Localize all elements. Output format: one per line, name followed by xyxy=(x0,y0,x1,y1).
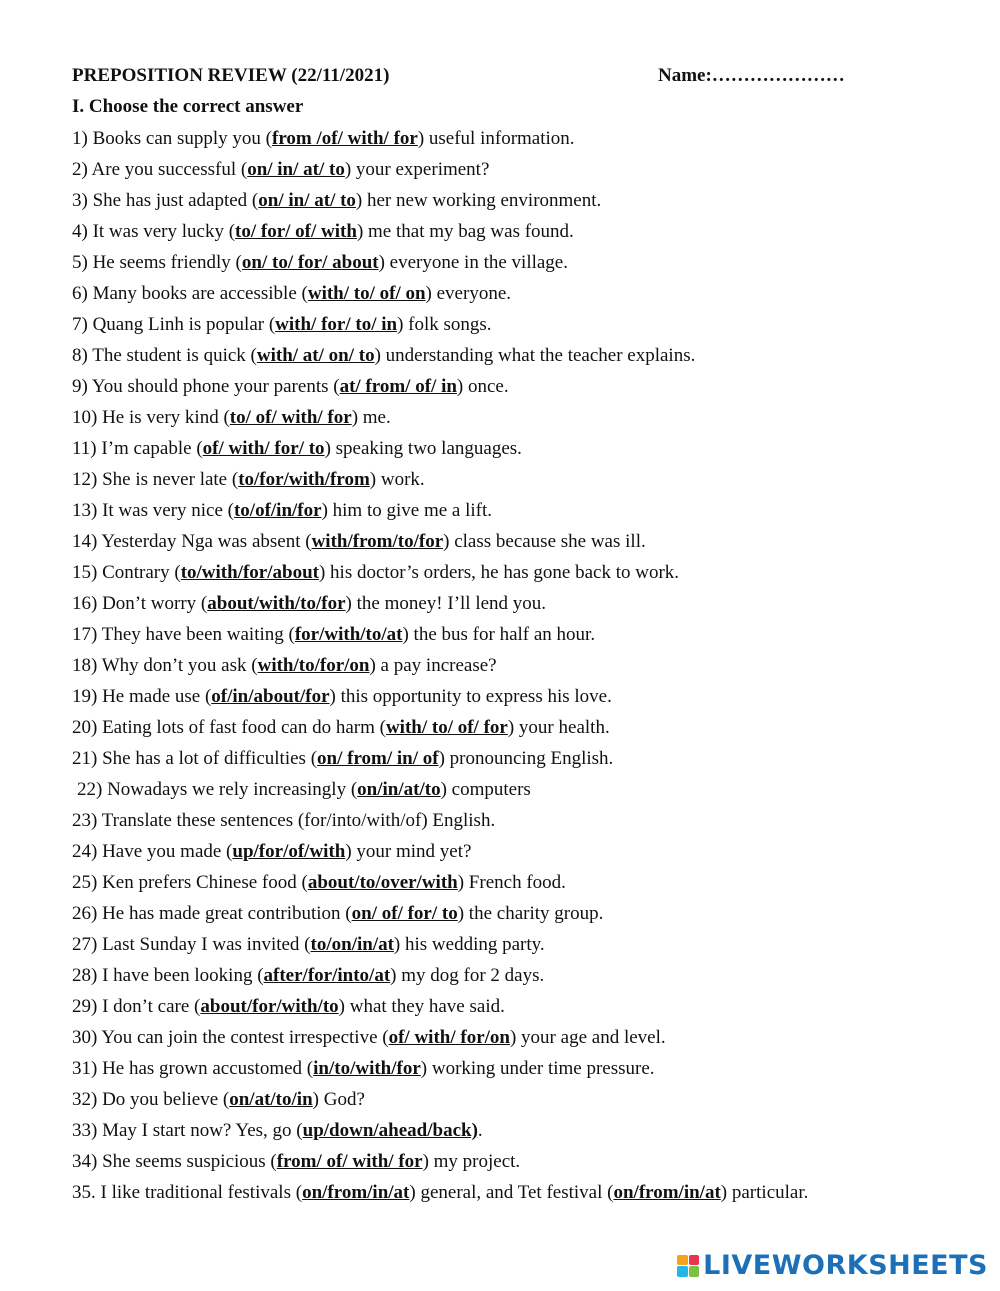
question-list xyxy=(72,126,972,1211)
answer-options[interactable]: on/ in/ at/ to xyxy=(258,190,356,211)
question-text: 6) Many books are accessible ( xyxy=(72,283,308,304)
question-item xyxy=(72,1149,972,1180)
logo-square xyxy=(689,1255,700,1266)
answer-options[interactable]: to/of/in/for xyxy=(233,500,322,521)
question-text: ) a pay increase? xyxy=(369,655,497,676)
question-text: 31) He has grown accustomed ( xyxy=(72,1058,314,1079)
question-item xyxy=(72,653,972,684)
answer-options[interactable]: with/ to/ of/ for xyxy=(385,717,508,738)
question-text: ) the charity group. xyxy=(457,903,604,924)
question-item xyxy=(72,808,972,839)
question-item xyxy=(72,591,972,622)
answer-options[interactable]: to/for/with/from xyxy=(238,469,370,490)
question-item xyxy=(72,1118,972,1149)
question-item xyxy=(72,157,972,188)
answer-options[interactable]: of/in/about/for xyxy=(211,686,330,707)
question-text: ) what they have said. xyxy=(338,996,505,1017)
question-item xyxy=(72,126,972,157)
answer-options[interactable]: at/ from/ of/ in xyxy=(339,376,457,397)
question-text: ) general, and Tet festival ( xyxy=(409,1182,614,1203)
question-text: ) the money! I’ll lend you. xyxy=(345,593,547,614)
question-text: 10) He is very kind ( xyxy=(72,407,230,428)
question-item xyxy=(72,1180,972,1211)
question-item xyxy=(72,188,972,219)
question-item xyxy=(72,994,972,1025)
answer-options[interactable]: about/to/over/with xyxy=(307,872,458,893)
question-text: ) her new working environment. xyxy=(355,190,602,211)
question-text: 29) I don’t care ( xyxy=(72,996,201,1017)
question-item xyxy=(72,870,972,901)
answer-options[interactable]: on/ from/ in/ of xyxy=(317,748,439,769)
question-item xyxy=(72,405,972,436)
question-item xyxy=(72,219,972,250)
question-text: 30) You can join the contest irrespective ( xyxy=(72,1027,389,1048)
answer-options[interactable]: up/for/of/with xyxy=(232,841,346,862)
answer-options[interactable]: on/from/in/at xyxy=(302,1182,410,1203)
question-text: 32) Do you believe ( xyxy=(72,1089,230,1110)
answer-options[interactable]: after/for/into/at xyxy=(263,965,391,986)
question-text: 23) Translate these sentences (for/into/with/of) English. xyxy=(72,810,496,831)
answer-options[interactable]: with/to/for/on xyxy=(257,655,370,676)
question-text: ) computers xyxy=(440,779,531,800)
answer-options[interactable]: from/ of/ with/ for xyxy=(276,1151,423,1172)
question-item xyxy=(72,343,972,374)
question-text: ) everyone in the village. xyxy=(378,252,568,273)
answer-options[interactable]: from /of/ with/ for xyxy=(272,128,418,149)
answer-options[interactable]: on/at/to/in xyxy=(229,1089,313,1110)
logo-square xyxy=(677,1255,688,1266)
answer-options[interactable]: on/ of/ for/ to xyxy=(351,903,458,924)
answer-options[interactable]: about/for/with/to xyxy=(200,996,339,1017)
question-text: ) once. xyxy=(456,376,509,397)
liveworksheets-logo-icon xyxy=(677,1255,699,1277)
answer-options[interactable]: in/to/with/for xyxy=(313,1058,421,1079)
question-text: ) this opportunity to express his love. xyxy=(329,686,612,707)
question-text: ) useful information. xyxy=(417,128,575,149)
question-text: 34) She seems suspicious ( xyxy=(72,1151,277,1172)
logo-square xyxy=(677,1266,688,1277)
question-text: ) work. xyxy=(369,469,425,490)
answer-options[interactable]: on/ in/ at/ to xyxy=(247,159,345,180)
question-text: ) me. xyxy=(351,407,391,428)
question-text: 16) Don’t worry ( xyxy=(72,593,208,614)
question-item xyxy=(72,312,972,343)
question-text: ) folk songs. xyxy=(397,314,492,335)
question-text: ) particular. xyxy=(720,1182,809,1203)
question-text: 7) Quang Linh is popular ( xyxy=(72,314,276,335)
question-text: ) my project. xyxy=(422,1151,521,1172)
question-item xyxy=(72,1087,972,1118)
answer-options[interactable]: with/ at/ on/ to xyxy=(256,345,375,366)
question-text: 27) Last Sunday I was invited ( xyxy=(72,934,311,955)
answer-options[interactable]: for/with/to/at xyxy=(294,624,403,645)
brand-name: LIVEWORKSHEETS xyxy=(703,1250,988,1281)
question-item xyxy=(72,1025,972,1056)
question-text: 20) Eating lots of fast food can do harm ( xyxy=(72,717,386,738)
question-text: ) my dog for 2 days. xyxy=(390,965,545,986)
question-item xyxy=(72,467,972,498)
answer-options[interactable]: on/in/at/to xyxy=(357,779,441,800)
question-text: ) your health. xyxy=(507,717,610,738)
question-text: 35. I like traditional festivals ( xyxy=(72,1182,303,1203)
question-text: ) me that my bag was found. xyxy=(356,221,574,242)
answer-options[interactable]: about/with/to/for xyxy=(207,593,346,614)
answer-options[interactable]: to/ for/ of/ with xyxy=(235,221,357,242)
question-text: 17) They have been waiting ( xyxy=(72,624,295,645)
question-text: 33) May I start now? Yes, go ( xyxy=(72,1120,303,1141)
question-text: ) everyone. xyxy=(425,283,512,304)
answer-options[interactable]: of/ with/ for/ to xyxy=(202,438,325,459)
question-text: ) your age and level. xyxy=(509,1027,666,1048)
question-item xyxy=(72,560,972,591)
question-text: 21) She has a lot of difficulties ( xyxy=(72,748,318,769)
name-field-label: Name:………………… xyxy=(658,65,845,86)
question-text: 2) Are you successful ( xyxy=(72,159,248,180)
question-text: 18) Why don’t you ask ( xyxy=(72,655,258,676)
answer-options[interactable]: of/ with/ for/on xyxy=(388,1027,510,1048)
question-item xyxy=(72,1056,972,1087)
question-item xyxy=(72,281,972,312)
question-text: 13) It was very nice ( xyxy=(72,500,234,521)
footer-brand xyxy=(677,1250,988,1281)
worksheet-header xyxy=(72,64,952,88)
answer-options[interactable]: on/ to/ for/ about xyxy=(241,252,379,273)
question-item xyxy=(72,529,972,560)
question-text: 24) Have you made ( xyxy=(72,841,233,862)
question-text: 15) Contrary ( xyxy=(72,562,181,583)
answer-options[interactable]: with/from/to/for xyxy=(311,531,444,552)
question-item xyxy=(72,746,972,777)
question-item xyxy=(72,374,972,405)
question-text: 22) Nowadays we rely increasingly ( xyxy=(77,779,358,800)
question-item xyxy=(72,250,972,281)
question-text: ) God? xyxy=(312,1089,365,1110)
section-heading: I. Choose the correct answer xyxy=(72,96,304,117)
answer-options[interactable]: up/down/ahead/back) xyxy=(302,1120,478,1141)
question-text: ) your experiment? xyxy=(344,159,490,180)
question-item xyxy=(72,839,972,870)
question-text: 12) She is never late ( xyxy=(72,469,239,490)
question-text: ) French food. xyxy=(457,872,566,893)
question-item xyxy=(72,436,972,467)
question-text: ) speaking two languages. xyxy=(324,438,522,459)
question-text: . xyxy=(477,1120,483,1141)
answer-options[interactable]: to/ of/ with/ for xyxy=(229,407,352,428)
question-item xyxy=(72,963,972,994)
question-text: 3) She has just adapted ( xyxy=(72,190,259,211)
question-text: ) your mind yet? xyxy=(345,841,472,862)
question-text: 19) He made use ( xyxy=(72,686,212,707)
question-text: 14) Yesterday Nga was absent ( xyxy=(72,531,312,552)
question-text: 8) The student is quick ( xyxy=(72,345,257,366)
question-text: 1) Books can supply you ( xyxy=(72,128,273,149)
answer-options[interactable]: to/on/in/at xyxy=(310,934,394,955)
question-item xyxy=(72,932,972,963)
question-text: ) pronouncing English. xyxy=(438,748,614,769)
question-text: 4) It was very lucky ( xyxy=(72,221,236,242)
question-item xyxy=(72,901,972,932)
question-text: ) class because she was ill. xyxy=(443,531,646,552)
question-item xyxy=(72,498,972,529)
question-item xyxy=(72,715,972,746)
question-item xyxy=(72,622,972,653)
question-text: ) the bus for half an hour. xyxy=(402,624,596,645)
question-text: 9) You should phone your parents ( xyxy=(72,376,340,397)
question-text: 11) I’m capable ( xyxy=(72,438,203,459)
answer-options[interactable]: to/with/for/about xyxy=(180,562,319,583)
answer-options[interactable]: with/ for/ to/ in xyxy=(275,314,398,335)
question-text: ) his doctor’s orders, he has gone back to work. xyxy=(318,562,680,583)
question-text: ) his wedding party. xyxy=(393,934,545,955)
answer-options[interactable]: on/from/in/at xyxy=(613,1182,721,1203)
question-text: ) working under time pressure. xyxy=(420,1058,655,1079)
question-text: 5) He seems friendly ( xyxy=(72,252,242,273)
question-text: 28) I have been looking ( xyxy=(72,965,264,986)
question-text: ) understanding what the teacher explains. xyxy=(374,345,696,366)
question-text: ) him to give me a lift. xyxy=(321,500,493,521)
question-text: 26) He has made great contribution ( xyxy=(72,903,352,924)
answer-options[interactable]: with/ to/ of/ on xyxy=(307,283,426,304)
question-item xyxy=(72,777,972,808)
question-text: 25) Ken prefers Chinese food ( xyxy=(72,872,308,893)
question-item xyxy=(72,684,972,715)
worksheet-title: PREPOSITION REVIEW (22/11/2021) xyxy=(72,65,390,86)
logo-square xyxy=(689,1266,700,1277)
